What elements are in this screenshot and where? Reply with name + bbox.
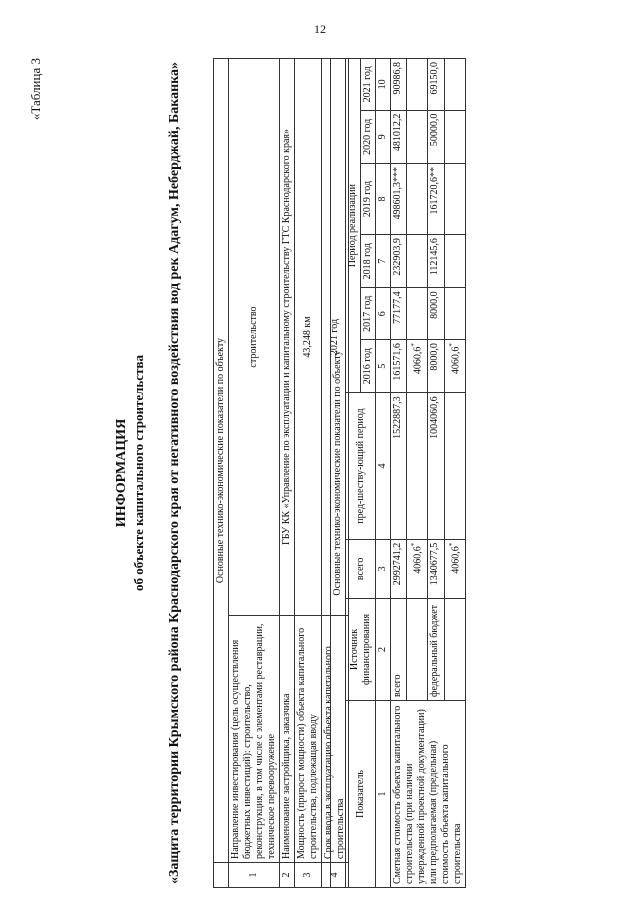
value-cell: 161571,6 <box>391 340 407 393</box>
col-number: 4 <box>376 393 391 539</box>
value-cell: 161720,6** <box>428 163 444 234</box>
table-number: «Таблица 3 <box>28 58 43 121</box>
col-number: 7 <box>376 235 391 288</box>
col-indicator: Показатель <box>346 701 376 888</box>
col-number: 5 <box>376 340 391 393</box>
value-cell: 232903,9 <box>391 235 407 288</box>
section1-header: Основные технико-экономические показатели по объекту <box>214 59 229 863</box>
source-label: федеральный бюджет <box>428 599 444 701</box>
spacer-cell <box>407 288 428 340</box>
value-cell: 112145,6 <box>428 235 444 288</box>
source-label: всего <box>391 599 407 701</box>
spacer-cell <box>407 599 428 701</box>
value-cell: 77177,4 <box>391 288 407 340</box>
col-number: 6 <box>376 288 391 340</box>
col-number: 9 <box>376 110 391 163</box>
value-subcell: 4060,6* <box>444 539 465 598</box>
spacer-cell <box>214 863 229 888</box>
section2-header: Основные технико-экономические показатели по объекту <box>331 59 346 888</box>
table-row <box>295 59 322 888</box>
spacer-cell <box>407 59 428 111</box>
col-number: 3 <box>376 539 391 598</box>
col-total: всего <box>346 539 376 598</box>
value-subcell: 4060,6* <box>407 539 428 598</box>
spacer-cell <box>444 599 465 701</box>
spacer-cell <box>407 110 428 163</box>
value-cell: 69150,0 <box>428 59 444 111</box>
financing-table <box>330 58 466 888</box>
value-cell: 1004060,6 <box>428 393 444 539</box>
value-cell: 50000,0 <box>428 110 444 163</box>
spacer-cell <box>444 235 465 288</box>
year-header: 2017 год <box>361 288 376 340</box>
value-cell: 8000,0 <box>428 340 444 393</box>
value-cell: 8000,0 <box>428 288 444 340</box>
year-header: 2018 год <box>361 235 376 288</box>
title-subtitle: об объекте капитального строительства <box>131 355 146 591</box>
document-title <box>113 58 147 888</box>
row-label: Срок ввода в эксплуатацию объекта капитального строительства <box>322 616 349 863</box>
main-indicators-table <box>213 58 349 888</box>
value-subcell: 4060,6* <box>444 340 465 393</box>
row-label: Мощность (прирост мощности) объекта капитального строительства, подлежащая вводу <box>295 616 322 863</box>
column-numbers-row <box>376 59 391 888</box>
row-label: Направление инвестирования (цель осуществления бюджетных инвестиций): строительство, реконструкция, в том числе с элементами реставрации, техническое перевооружение <box>229 616 280 863</box>
spacer-cell <box>444 288 465 340</box>
year-header: 2021 год <box>361 59 376 111</box>
rotated-page <box>18 58 618 888</box>
value-cell: 481012,2 <box>391 110 407 163</box>
row-number: 4 <box>322 863 349 888</box>
spacer-cell <box>407 393 428 539</box>
table-row <box>280 59 295 888</box>
table-row <box>391 59 407 888</box>
year-header: 2016 год <box>361 340 376 393</box>
row-number: 2 <box>280 863 295 888</box>
col-number: 8 <box>376 163 391 234</box>
period-header: Период реализации <box>346 59 361 393</box>
value-cell: 2992741,2 <box>391 539 407 598</box>
spacer-cell <box>444 59 465 111</box>
value-cell: 1340677,5 <box>428 539 444 598</box>
table-row <box>229 59 280 888</box>
year-header: 2020 год <box>361 110 376 163</box>
row-value: ГБУ КК «Управление по эксплуатации и капитальному строительству ГТС Краснодарского края» <box>280 59 295 616</box>
value-cell: 1522887,3 <box>391 393 407 539</box>
spacer-cell <box>407 163 428 234</box>
col-number: 1 <box>376 701 391 888</box>
col-prior-period: пред-шеству-ющий период <box>346 393 376 539</box>
value-subcell: 4060,6* <box>407 340 428 393</box>
col-source: Источник финансирования <box>346 599 376 701</box>
col-number: 2 <box>376 599 391 701</box>
spacer-cell <box>444 393 465 539</box>
row-label: Наименование застройщика, заказчика <box>280 616 295 863</box>
row-value: 43,248 км <box>295 59 322 616</box>
spacer-cell <box>444 163 465 234</box>
year-header: 2019 год <box>361 163 376 234</box>
row-value: 2021 год <box>322 59 349 616</box>
col-number: 10 <box>376 59 391 111</box>
indicator-label: Сметная стоимость объекта капитального строительства (при наличии утвержденной проектной документации) или предполагаемая (предельная) стоимость объекта капитального строительства <box>391 701 466 888</box>
row-number: 1 <box>229 863 280 888</box>
row-number: 3 <box>295 863 322 888</box>
object-title: «Защита территории Крымского района Краснодарского края от негативного воздействия вод рек Адагум, Неберджай, Баканка» <box>167 61 182 885</box>
value-cell: 498601,3*** <box>391 163 407 234</box>
spacer-cell <box>444 110 465 163</box>
row-value: строительство <box>229 59 280 616</box>
value-cell: 90986,8 <box>391 59 407 111</box>
page-number: 12 <box>314 22 326 36</box>
title-main: ИНФОРМАЦИЯ <box>114 418 129 528</box>
spacer-cell <box>407 235 428 288</box>
